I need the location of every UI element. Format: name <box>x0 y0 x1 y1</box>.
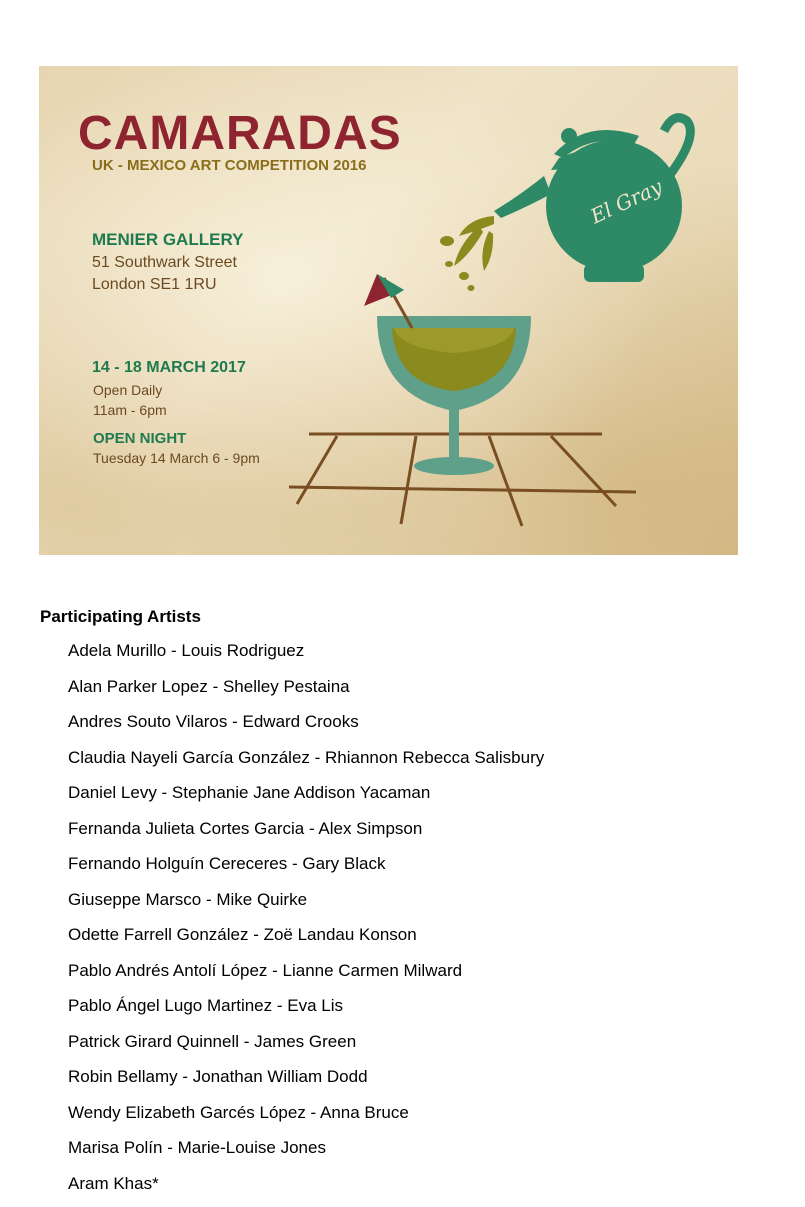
event-poster <box>39 66 738 555</box>
floor-grid-icon <box>289 434 636 526</box>
artists-list <box>68 639 544 1207</box>
artist-pair-item: Odette Farrell González - Zoë Landau Konson <box>68 923 544 959</box>
open-daily-label: Open Daily <box>93 382 162 398</box>
artist-pair-item: Andres Souto Vilaros - Edward Crooks <box>68 710 544 746</box>
teapot-label: El Gray <box>586 174 667 229</box>
poster-subtitle: UK - MEXICO ART COMPETITION 2016 <box>92 157 366 174</box>
artist-pair-item: Pablo Ángel Lugo Martinez - Eva Lis <box>68 994 544 1030</box>
artist-pair-item: Marisa Polín - Marie-Louise Jones <box>68 1136 544 1172</box>
address-line-1: 51 Southwark Street <box>92 254 237 272</box>
open-night-time: Tuesday 14 March 6 - 9pm <box>93 450 260 466</box>
artist-pair-item: Fernanda Julieta Cortes Garcia - Alex Simpson <box>68 817 544 853</box>
teapot-icon <box>494 118 690 282</box>
opening-hours: 11am - 6pm <box>93 402 167 418</box>
artist-pair-item: Aram Khas* <box>68 1172 544 1207</box>
poster-title: CAMARADAS <box>78 106 402 161</box>
artist-pair-item: Pablo Andrés Antolí López - Lianne Carmen Milward <box>68 959 544 995</box>
artist-pair-item: Giuseppe Marsco - Mike Quirke <box>68 888 544 924</box>
artist-pair-item: Claudia Nayeli García González - Rhiannon Rebecca Salisbury <box>68 746 544 782</box>
event-dates: 14 - 18 MARCH 2017 <box>92 359 246 377</box>
open-night-heading: OPEN NIGHT <box>93 430 186 447</box>
tea-splash-icon <box>440 216 494 291</box>
artists-heading: Participating Artists <box>40 607 201 627</box>
cocktail-glass-icon <box>377 316 531 475</box>
address-line-2: London SE1 1RU <box>92 276 217 294</box>
venue-name: MENIER GALLERY <box>92 230 243 250</box>
artist-pair-item: Fernando Holguín Cereceres - Gary Black <box>68 852 544 888</box>
artist-pair-item: Patrick Girard Quinnell - James Green <box>68 1030 544 1066</box>
artist-pair-item: Adela Murillo - Louis Rodriguez <box>68 639 544 675</box>
artist-pair-item: Daniel Levy - Stephanie Jane Addison Yacaman <box>68 781 544 817</box>
artist-pair-item: Robin Bellamy - Jonathan William Dodd <box>68 1065 544 1101</box>
artist-pair-item: Wendy Elizabeth Garcés López - Anna Bruce <box>68 1101 544 1137</box>
artist-pair-item: Alan Parker Lopez - Shelley Pestaina <box>68 675 544 711</box>
